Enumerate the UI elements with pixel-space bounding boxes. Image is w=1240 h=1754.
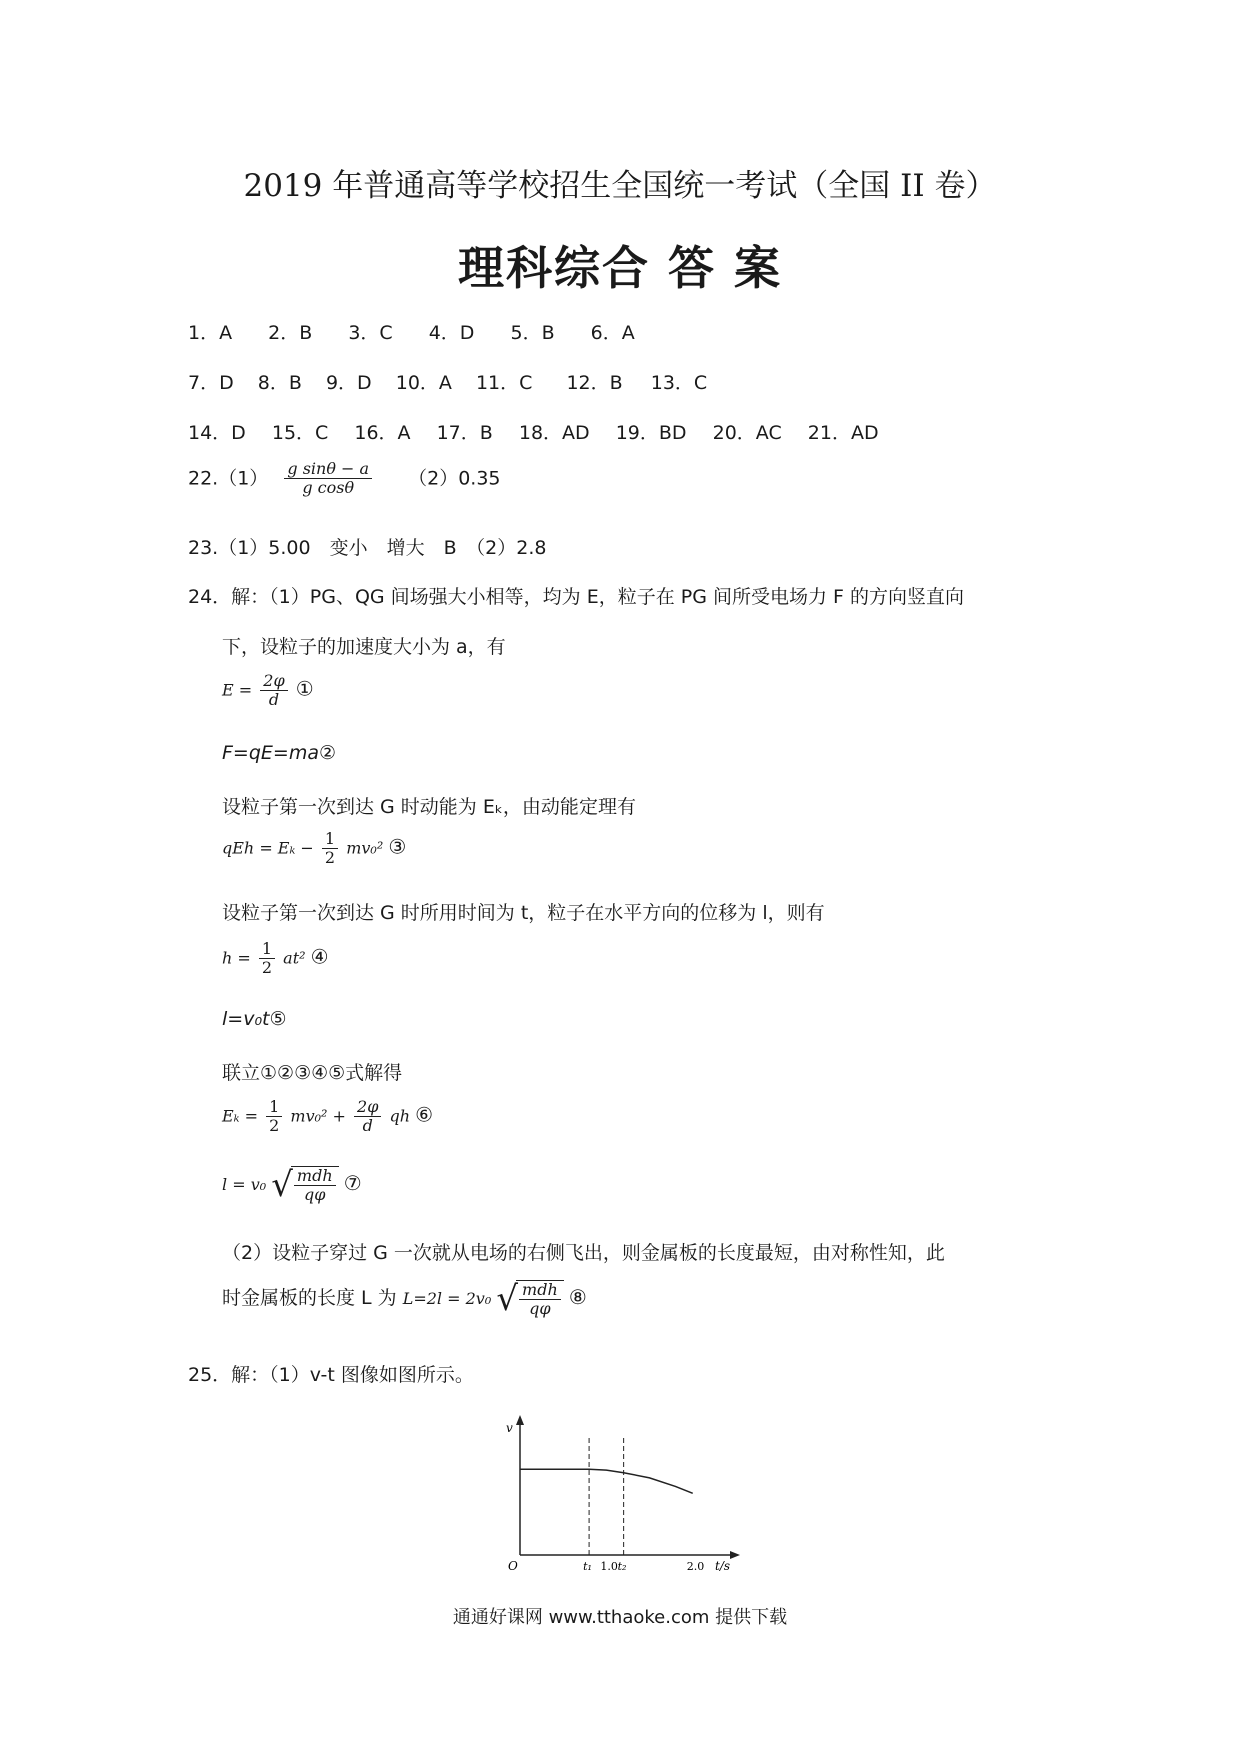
eq7-denominator: qφ xyxy=(304,1185,326,1205)
answer-item: 20．AC xyxy=(712,422,782,444)
answer-item: 1．A xyxy=(188,322,233,344)
answer-item: 18．AD xyxy=(518,422,590,444)
equation-6 xyxy=(222,1098,433,1136)
sqrt-symbol: √ xyxy=(271,1165,293,1206)
answer-item: 4．D xyxy=(428,322,475,344)
answer-item: 6．A xyxy=(590,322,635,344)
answer-item: 2．B xyxy=(268,322,313,344)
origin-label: O xyxy=(508,1559,518,1573)
q24-text-join: 联立①②③④⑤式解得 xyxy=(222,1062,403,1084)
eq6-numerator-2: 2φ xyxy=(354,1098,381,1117)
answers-row-2 xyxy=(188,368,737,395)
eq3-right: mv₀² xyxy=(346,838,384,858)
q23-line: 23.（1）5.00 变小 增大 B （2）2.8 xyxy=(188,537,547,559)
q25-intro: 25．解：（1）v-t 图像如图所示。 xyxy=(188,1364,474,1386)
x-tick-label: t₂ xyxy=(617,1560,627,1573)
q24-intro-line-2: 下，设粒子的加速度大小为 a，有 xyxy=(222,636,506,658)
q24-text-ek: 设粒子第一次到达 G 时动能为 Eₖ，由动能定理有 xyxy=(222,796,636,818)
x-axis-label: t/s xyxy=(715,1559,731,1573)
eq3-left: qEh = Eₖ − xyxy=(222,838,314,858)
equation-4 xyxy=(222,940,329,978)
eq6-fraction-1 xyxy=(266,1098,282,1136)
answer-item: 11．C xyxy=(475,372,533,394)
eq1-denominator: d xyxy=(268,690,280,710)
answer-item: 10．A xyxy=(395,372,452,394)
q22-label: 22.（1） xyxy=(188,467,269,490)
q22-part2: （2）0.35 xyxy=(408,467,501,490)
eq6-left: Eₖ = xyxy=(222,1106,259,1126)
eq6-denominator-2: d xyxy=(362,1116,373,1136)
answer-item: 8．B xyxy=(257,372,302,394)
page-subtitle: 理科综合 答 案 xyxy=(457,241,783,295)
answer-item: 3．C xyxy=(348,322,393,344)
sqrt-symbol: √ xyxy=(496,1279,519,1320)
eq1-marker: ① xyxy=(295,676,314,701)
equation-1 xyxy=(222,672,314,710)
x-tick-label: 2.0 xyxy=(686,1560,705,1573)
velocity-curve xyxy=(520,1469,693,1493)
eq3-numerator: 1 xyxy=(322,830,338,849)
footer-text: 通通好课网 www.tthaoke.com 提供下载 xyxy=(452,1607,788,1628)
answer-item: 15．C xyxy=(271,422,329,444)
eq3-fraction xyxy=(322,830,338,868)
answer-item: 19．BD xyxy=(615,422,687,444)
eq7-sqrt xyxy=(271,1166,338,1205)
x-axis-arrow xyxy=(730,1551,740,1559)
q22-numerator: g sinθ − a xyxy=(284,460,372,479)
y-axis-arrow xyxy=(516,1415,524,1425)
eq7-numerator: mdh xyxy=(294,1167,336,1186)
eq3-denominator: 2 xyxy=(324,848,336,868)
eq8-marker: ⑧ xyxy=(568,1284,587,1309)
eq4-marker: ④ xyxy=(310,944,329,969)
eq6-middle: mv₀² + xyxy=(290,1106,346,1126)
eq6-numerator-1: 1 xyxy=(266,1098,282,1117)
chart-dashed-lines xyxy=(589,1435,624,1555)
answer-item: 5．B xyxy=(510,322,555,344)
eq6-marker: ⑥ xyxy=(415,1102,434,1127)
eq4-fraction xyxy=(259,940,275,978)
eq8-sqrt xyxy=(496,1280,563,1319)
answer-item: 9．D xyxy=(325,372,372,394)
chart-labels xyxy=(506,1421,730,1573)
eq6-right: qh xyxy=(389,1106,411,1126)
eq8-fraction xyxy=(519,1281,561,1319)
x-tick-label: 1.0 xyxy=(600,1560,618,1573)
answer-item: 21．AD xyxy=(807,422,879,444)
eq3-marker: ③ xyxy=(388,834,407,859)
answers-row-1 xyxy=(188,318,665,345)
equation-7 xyxy=(222,1166,362,1205)
q22-line xyxy=(188,460,501,498)
eq4-right: at² xyxy=(283,948,306,968)
vt-chart xyxy=(490,1410,760,1580)
y-axis-label: v xyxy=(506,1421,513,1435)
eq6-fraction-2 xyxy=(354,1098,381,1136)
eq8-left: L=2l = 2v₀ xyxy=(402,1288,492,1308)
eq7-marker: ⑦ xyxy=(343,1170,362,1195)
answers-row-3 xyxy=(188,418,909,445)
q24-text-t: 设粒子第一次到达 G 时所用时间为 t，粒子在水平方向的位移为 l，则有 xyxy=(222,902,825,924)
eq1-left: E = xyxy=(222,680,253,700)
eq8-numerator: mdh xyxy=(519,1281,561,1300)
answer-item: 16．A xyxy=(354,422,411,444)
equation-5: l=v₀t⑤ xyxy=(222,1008,287,1030)
page-title: 2019 年普通高等学校招生全国统一考试（全国 II 卷） xyxy=(243,168,997,204)
equation-3 xyxy=(222,830,406,868)
equation-2: F=qE=ma② xyxy=(222,742,337,764)
answer-item: 13．C xyxy=(650,372,708,394)
chart-series xyxy=(520,1469,693,1493)
eq1-fraction xyxy=(260,672,287,710)
eq1-numerator: 2φ xyxy=(260,672,287,691)
q24-intro-line-1: 24．解：（1）PG、QG 间场强大小相等，均为 E，粒子在 PG 间所受电场力 F 的方向竖直向 xyxy=(188,586,964,608)
q22-fraction xyxy=(284,460,372,498)
answer-item: 17．B xyxy=(436,422,493,444)
eq7-left: l = v₀ xyxy=(222,1174,267,1194)
eq4-denominator: 2 xyxy=(261,958,273,978)
eq7-fraction xyxy=(294,1167,336,1205)
q24-part2-line-1: （2）设粒子穿过 G 一次就从电场的右侧飞出，则金属板的长度最短，由对称性知，此 xyxy=(222,1242,945,1264)
eq4-left: h = xyxy=(222,948,251,968)
answer-item: 12．B xyxy=(566,372,623,394)
q24-part2-text: 时金属板的长度 L 为 xyxy=(222,1286,397,1309)
answer-item: 7．D xyxy=(188,372,234,394)
q22-denominator: g cosθ xyxy=(302,478,355,498)
eq8-denominator: qφ xyxy=(529,1299,551,1319)
q24-part2-line-2 xyxy=(222,1280,587,1319)
eq4-numerator: 1 xyxy=(259,940,275,959)
eq6-denominator-1: 2 xyxy=(269,1116,280,1136)
chart-axes xyxy=(516,1415,740,1559)
answer-item: 14．D xyxy=(188,422,246,444)
x-tick-label: t₁ xyxy=(583,1560,592,1573)
